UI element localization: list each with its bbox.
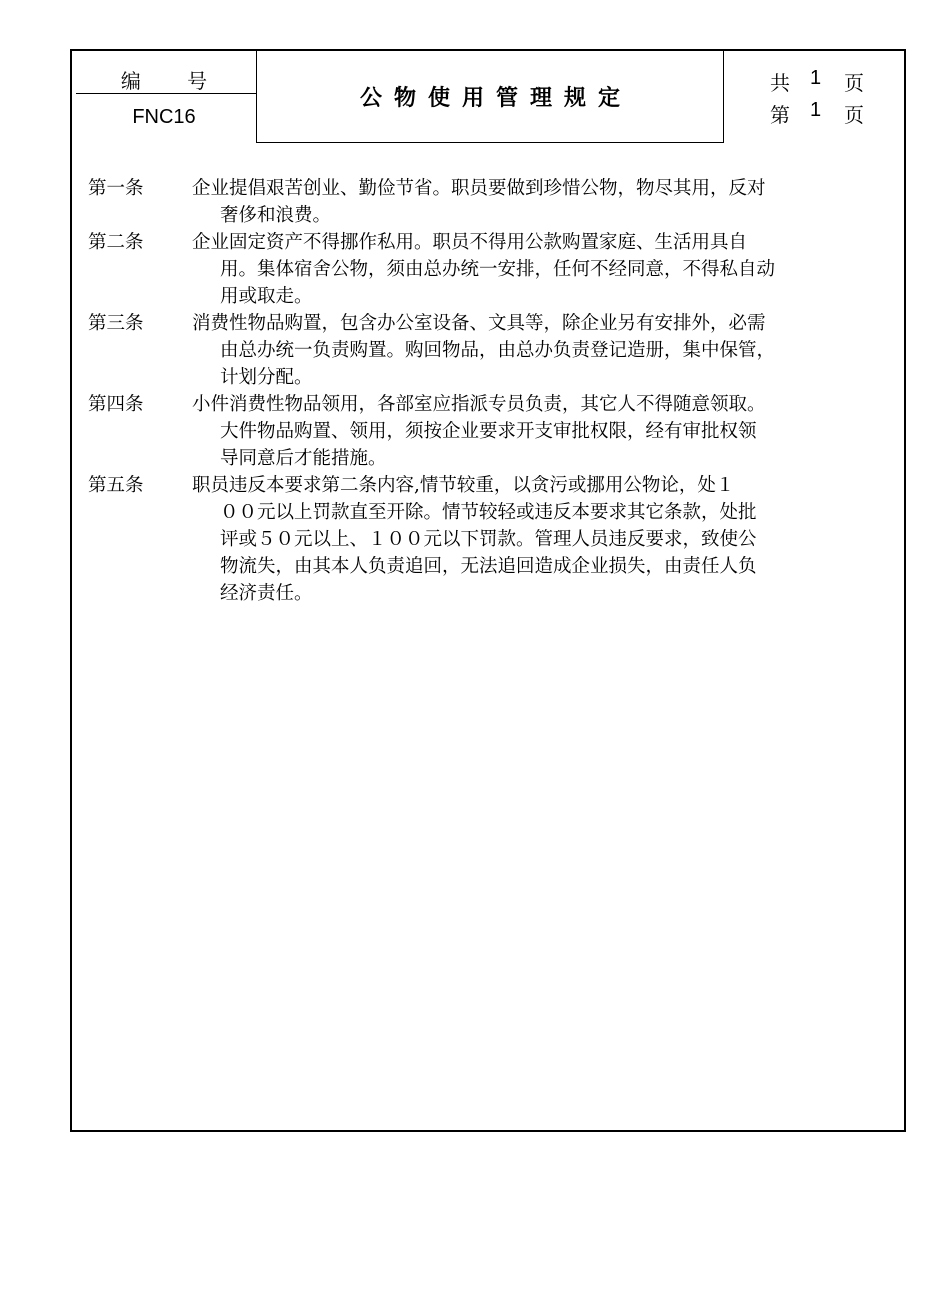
code-cell	[72, 51, 256, 143]
article-line: 评或５０元以上、１００元以下罚款。管理人员违反要求，致使公	[220, 529, 757, 550]
article-line: 导同意后才能措施。	[220, 448, 387, 469]
current-page-unit: 页	[844, 103, 864, 127]
article-text	[192, 310, 888, 391]
article-line: 由总办统一负责购置。购回物品，由总办负责登记造册，集中保管，	[220, 340, 776, 361]
article-line: 职员违反本要求第二条内容,情节较重，以贪污或挪用公物论，处１	[192, 475, 735, 496]
total-pages-label: 共	[770, 71, 790, 95]
article-1	[88, 175, 888, 229]
article-label: 第四条	[88, 394, 144, 415]
article-text	[192, 229, 888, 310]
total-pages-unit: 页	[844, 71, 864, 95]
article-line: 大件物品购置、领用，须按企业要求开支审批权限，经有审批权领	[220, 421, 757, 442]
article-line: 计划分配。	[220, 367, 313, 388]
article-label: 第三条	[88, 313, 144, 334]
article-line: 消费性物品购置，包含办公室设备、文具等，除企业另有安排外，必需	[192, 313, 766, 334]
code-divider	[76, 93, 256, 94]
document-title: 公物使用管理规定	[359, 86, 632, 111]
article-text	[192, 175, 888, 229]
current-page-label: 第	[770, 103, 790, 127]
article-3	[88, 310, 888, 391]
article-line: ００元以上罚款直至开除。情节较轻或违反本要求其它条款，处批	[220, 502, 757, 523]
document-header	[72, 51, 904, 143]
article-label: 第一条	[88, 178, 144, 199]
regulation-body	[88, 175, 888, 607]
article-line: 企业提倡艰苦创业、勤俭节省。职员要做到珍惜公物，物尽其用，反对	[192, 178, 766, 199]
code-value: FNC16	[132, 106, 196, 128]
title-cell	[256, 51, 724, 143]
article-line: 小件消费性物品领用，各部室应指派专员负责，其它人不得随意领取。	[192, 394, 766, 415]
total-pages-value: 1	[810, 67, 822, 89]
article-4	[88, 391, 888, 472]
document-frame	[70, 49, 906, 1132]
total-pages-row	[770, 67, 864, 96]
article-line: 物流失，由其本人负责追回，无法追回造成企业损失，由责任人负	[220, 556, 757, 577]
article-5	[88, 472, 888, 607]
article-text	[192, 472, 888, 607]
current-page-value: 1	[810, 99, 822, 121]
article-line: 经济责任。	[220, 583, 313, 604]
article-label: 第二条	[88, 232, 144, 253]
code-label: 编 号	[120, 69, 228, 93]
article-label: 第五条	[88, 475, 144, 496]
current-page-row	[770, 99, 864, 128]
article-line: 企业固定资产不得挪作私用。职员不得用公款购置家庭、生活用具自	[192, 232, 748, 253]
article-line: 奢侈和浪费。	[220, 205, 332, 226]
article-2	[88, 229, 888, 310]
article-line: 用。集体宿舍公物，须由总办统一安排，任何不经同意，不得私自动	[220, 259, 776, 280]
page-count-cell	[724, 51, 904, 143]
article-line: 用或取走。	[220, 286, 313, 307]
article-text	[192, 391, 888, 472]
